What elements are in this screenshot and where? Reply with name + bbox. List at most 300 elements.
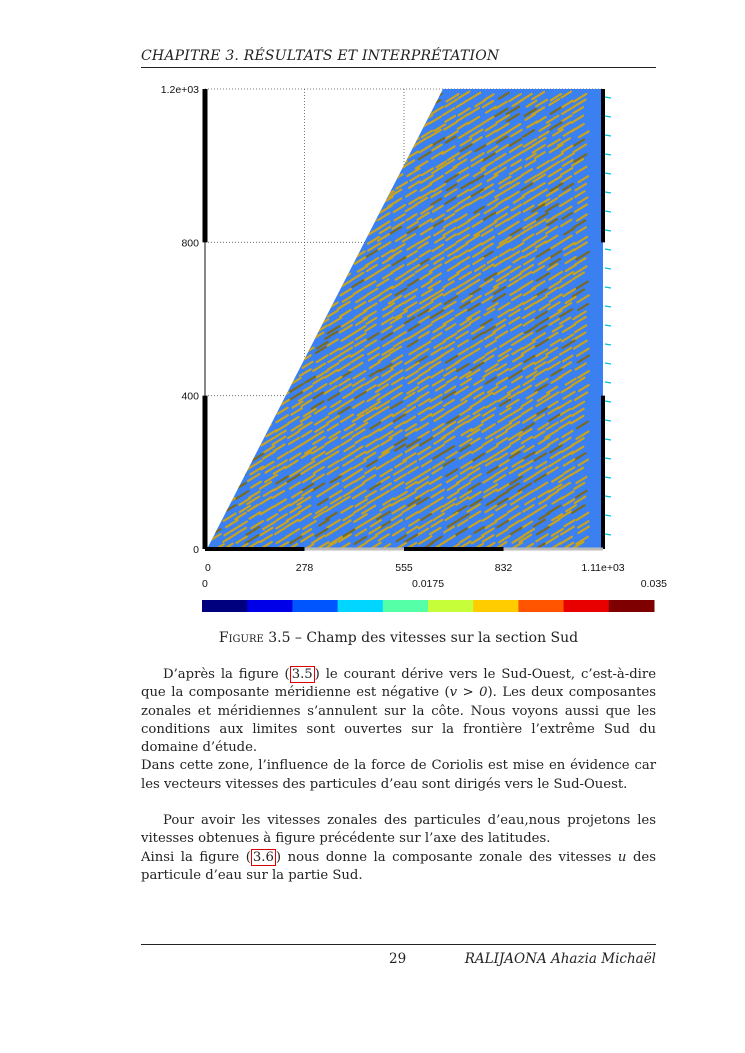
velocity-arrow [277,221,288,227]
velocity-arrow [223,408,232,414]
velocity-arrow [341,251,351,257]
velocity-arrow [227,167,238,174]
edge-arrow [605,496,611,497]
velocity-arrow [225,399,237,407]
velocity-arrow [275,372,287,380]
velocity-arrow [292,362,302,368]
velocity-arrow [225,339,236,346]
edge-arrow [605,534,611,535]
velocity-arrow [304,296,314,302]
velocity-arrow [344,235,355,242]
velocity-arrow [288,160,298,166]
velocity-arrow [225,356,236,363]
velocity-arrow [277,184,287,190]
velocity-arrow [211,319,221,325]
velocity-arrow [238,274,251,282]
velocity-arrow [220,333,233,341]
velocity-arrow [208,407,220,415]
velocity-arrow [251,289,261,295]
velocity-arrow [302,154,315,162]
velocity-arrow [262,167,272,173]
edge-arrow [605,192,611,193]
velocity-arrow [212,327,222,333]
velocity-arrow [263,129,273,135]
velocity-arrow [279,122,289,128]
velocity-arrow [214,453,224,459]
velocity-arrow [209,356,221,363]
velocity-arrow [260,288,271,295]
velocity-arrow [327,168,339,175]
edge-arrow [605,382,611,383]
velocity-arrow [305,139,315,145]
velocity-arrow [342,132,352,138]
colorbar-segment [473,600,519,612]
velocity-arrow [370,145,381,152]
velocity-arrow [379,168,390,175]
velocity-arrow [304,227,314,233]
edge-arrow [605,363,611,364]
velocity-arrow [262,191,272,197]
velocity-arrow [288,327,300,335]
figure-ref-3-5[interactable]: 3.5 [291,667,313,682]
velocity-arrow [330,191,341,198]
velocity-arrow [213,235,225,242]
velocity-arrow [201,369,212,376]
figure-ref-3-6[interactable]: 3.6 [252,849,274,865]
velocity-arrow [213,161,223,167]
page-number: 29 [389,951,407,967]
velocity-arrow [300,274,312,282]
p1-text-b: ) le courant dérive vers le Sud-Ouest, c’est-à-dire que la composante méridienne est négative ( [141,667,656,701]
ocean-domain [207,89,603,549]
velocity-arrow [355,206,367,213]
velocity-arrow [234,362,246,369]
velocity-arrow [210,295,220,301]
edge-arrow [605,515,611,516]
velocity-arrow [198,302,210,309]
velocity-arrow [315,296,326,303]
velocity-arrow [275,249,287,256]
velocity-arrow [239,204,249,210]
velocity-arrow [343,109,354,116]
velocity-arrow [371,152,381,158]
velocity-arrow [211,437,223,444]
velocity-arrow [207,145,219,152]
velocity-arrow [287,349,297,355]
velocity-arrow [330,259,340,265]
velocity-arrow [220,161,232,169]
velocity-arrow [286,295,298,302]
velocity-arrow [260,109,271,116]
velocity-arrow [235,161,245,167]
velocity-arrow [330,222,340,228]
velocity-arrow [390,152,402,159]
velocity-arrow [380,138,391,145]
velocity-arrow [251,339,261,345]
velocity-arrow [285,267,297,274]
velocity-arrow [329,137,339,143]
velocity-arrow [314,100,325,107]
p1-math: v > 0 [449,685,488,701]
velocity-arrow [221,221,233,228]
velocity-arrow [341,244,352,251]
velocity-arrow [382,153,393,160]
colorbar-segment [202,600,248,612]
velocity-arrow [225,93,235,99]
velocity-arrow [287,206,297,212]
velocity-arrow [234,356,245,363]
velocity-arrow [223,183,235,190]
colorbar-mid-label: 0.0175 [411,578,445,590]
velocity-arrow [287,139,300,147]
velocity-arrow [210,468,223,476]
velocity-arrow [238,228,248,234]
velocity-arrow [238,252,250,259]
velocity-arrow [344,168,354,174]
velocity-arrow [225,198,235,204]
velocity-arrow [224,264,234,270]
edge-arrow [605,135,611,136]
velocity-arrow [288,102,298,108]
velocity-arrow [314,259,325,266]
velocity-arrow [330,161,340,167]
velocity-arrow [314,160,324,166]
velocity-arrow [248,227,261,235]
colorbar-segment [518,600,564,612]
velocity-arrow [262,347,274,354]
velocity-arrow [207,342,219,350]
velocity-arrow [364,206,377,214]
velocity-arrow [263,122,273,128]
x-tick-label: 1.11e+03 [581,562,625,574]
velocity-arrow [288,318,299,325]
velocity-arrow [261,416,273,423]
paragraph-1 [141,666,656,757]
velocity-arrow [289,342,298,348]
velocity-arrow [237,168,249,176]
velocity-arrow [267,303,277,309]
velocity-arrow [365,197,375,203]
velocity-arrow [212,93,222,99]
velocity-arrow [302,242,314,249]
velocity-arrow [342,115,351,121]
velocity-arrow [302,310,314,318]
velocity-arrow [263,334,275,342]
velocity-arrow [224,468,236,475]
velocity-arrow [210,205,222,212]
x-tick-label: 832 [494,562,513,574]
velocity-arrow [313,280,324,287]
velocity-arrow [304,251,314,257]
velocity-arrow [288,132,299,138]
velocity-arrow [290,124,302,131]
velocity-arrow [370,131,380,137]
velocity-arrow [262,393,275,401]
velocity-arrow [215,498,225,504]
figure-label: Figure 3.5 [218,630,291,646]
velocity-arrow [289,167,299,173]
velocity-arrow [329,214,340,221]
velocity-arrow [384,174,393,180]
velocity-arrow [326,288,337,295]
velocity-arrow [251,100,260,106]
x-tick-label: 0 [205,562,211,574]
velocity-arrow [210,476,223,484]
velocity-arrow [215,422,225,428]
velocity-arrow [262,274,275,282]
velocity-arrow [254,423,264,429]
x-tick-label: 278 [295,562,314,574]
velocity-arrow [276,169,287,176]
velocity-arrow [212,117,222,123]
velocity-arrow [352,152,362,158]
p1-text-c: ). Les deux composantes zonales et méridiennes s’annulent sur la côte. Nous voyons aussi que les conditions aux limites sont ouvertes sur la frontière l’extrême Sud du domaine d’étude. [141,685,656,756]
velocity-arrow [418,100,430,108]
velocity-arrow [289,146,299,152]
velocity-arrow [234,333,246,341]
velocity-arrow [404,108,415,114]
velocity-arrow [248,167,259,174]
velocity-arrow [221,152,233,160]
velocity-arrow [316,206,326,212]
p4-math: u [617,849,627,865]
velocity-arrow [238,445,248,451]
velocity-arrow [275,296,286,303]
y-tick-label: 1.2e+03 [160,84,199,96]
velocity-arrow [224,229,235,236]
velocity-arrow [356,159,367,166]
velocity-arrow [237,432,248,439]
edge-arrow [605,401,611,402]
colorbar-segment [338,600,384,612]
velocity-arrow [304,199,315,206]
edge-arrow [605,211,611,212]
velocity-arrow [287,369,297,375]
velocity-arrow [397,146,407,152]
velocity-arrow [209,100,219,106]
edge-arrow [605,116,611,117]
velocity-arrow [273,354,286,362]
velocity-arrow [367,175,379,182]
velocity-arrow [354,175,364,181]
velocity-arrow [317,174,329,181]
velocity-arrow [234,280,246,287]
colorbar-segment [383,600,429,612]
velocity-arrow [405,122,415,128]
y-tick-label: 400 [181,390,199,403]
velocity-arrow [247,251,259,259]
velocity-arrow [317,129,329,136]
velocity-arrow [357,115,366,121]
edge-arrow [605,477,611,478]
velocity-arrow [351,243,362,250]
y-tick-label: 0 [193,544,199,556]
velocity-arrow [356,108,366,114]
velocity-arrow [252,372,263,379]
velocity-arrow [328,93,338,99]
velocity-arrow [326,184,338,191]
velocity-arrow [223,416,235,423]
velocity-arrow [252,137,261,143]
velocity-arrow [224,422,235,429]
velocity-arrow [338,213,351,221]
velocity-arrow [250,242,260,248]
edge-arrow [605,325,611,326]
velocity-arrow [226,287,238,294]
velocity-arrow [366,168,376,174]
velocity-arrow [198,296,209,303]
velocity-arrow [208,401,219,408]
velocity-arrow [235,341,247,348]
velocity-arrow [369,192,380,199]
velocity-arrow [305,182,316,188]
velocity-arrow [328,244,340,252]
velocity-arrow [226,108,236,114]
velocity-arrow [235,259,245,265]
velocity-arrow [331,229,341,235]
velocity-arrow [209,394,222,402]
velocity-arrow [236,377,249,385]
velocity-arrow [261,257,271,263]
velocity-arrow [323,199,336,207]
velocity-arrow [325,115,337,122]
velocity-arrow [213,122,223,128]
velocity-arrow [238,92,249,99]
velocity-arrow [318,116,328,122]
velocity-arrow [249,184,259,190]
velocity-arrow [212,364,222,370]
velocity-arrow [356,220,366,226]
velocity-arrow [252,415,264,422]
velocity-arrow [261,402,272,409]
velocity-arrow [272,325,284,332]
colorbar-segment [292,600,338,612]
velocity-arrow [275,257,286,264]
velocity-arrow [222,251,232,257]
velocity-arrow [406,94,417,101]
velocity-arrow [272,93,285,101]
velocity-arrow [213,429,223,435]
velocity-arrow [340,258,351,265]
velocity-arrow [239,145,251,152]
velocity-arrow [248,333,260,341]
velocity-arrow [285,289,298,297]
velocity-arrow [290,212,300,218]
figure-caption-text: – Champ des vitesses sur la section Sud [290,630,579,646]
velocity-arrow [367,138,377,144]
velocity-arrow [221,304,234,312]
velocity-arrow [250,279,263,287]
velocity-arrow [249,349,260,355]
velocity-arrow [239,198,250,205]
velocity-arrow [239,371,249,377]
velocity-arrow [275,280,285,286]
velocity-arrow [212,385,222,391]
velocity-arrow [327,235,338,242]
velocity-arrow [237,288,248,295]
velocity-arrow [237,303,249,310]
velocity-arrow [225,378,237,386]
velocity-arrow [396,92,407,99]
velocity-arrow [275,115,287,122]
velocity-arrow [288,93,300,100]
velocity-arrow [262,220,274,228]
velocity-arrow [223,319,235,327]
velocity-arrow [251,159,261,165]
velocity-arrow [342,154,353,161]
velocity-arrow [290,115,301,122]
y-tick-label: 800 [181,237,199,250]
velocity-arrow [224,444,236,451]
velocity-arrow [329,100,339,106]
velocity-arrow [339,227,351,234]
velocity-arrow [337,124,350,132]
velocity-arrow [251,92,262,99]
velocity-arrow [316,92,326,98]
velocity-arrow [378,132,390,139]
velocity-arrow [251,199,263,206]
velocity-arrow [213,302,223,308]
velocity-arrow [313,147,325,154]
velocity-arrow [340,191,350,197]
velocity-arrow [274,154,285,161]
velocity-arrow [212,107,223,113]
velocity-arrow [353,130,365,137]
colorbar-max-label: 0.035 [640,578,667,590]
velocity-arrow [208,177,220,184]
velocity-arrow [298,333,311,341]
velocity-arrow [221,459,233,467]
velocity-arrow [327,249,339,256]
colorbar-segment [247,600,293,612]
velocity-arrow [223,348,234,355]
velocity-arrow [249,204,261,211]
velocity-arrow [302,108,312,114]
velocity-arrow [249,131,261,138]
velocity-arrow [252,258,263,265]
velocity-arrow [211,192,223,199]
velocity-arrow [276,387,288,394]
velocity-arrow [314,152,327,160]
velocity-arrow [213,482,223,488]
velocity-arrow [287,154,298,161]
velocity-arrow [227,258,237,264]
velocity-arrow [211,154,222,161]
velocity-arrow [311,312,323,319]
velocity-arrow [263,317,273,323]
velocity-arrow [253,378,263,384]
colorbar-min-label: 0 [202,578,208,590]
velocity-arrow [280,144,289,150]
velocity-arrow [208,512,219,519]
velocity-arrow [214,212,225,219]
velocity-arrow [377,160,390,168]
velocity-arrow [354,168,365,175]
velocity-arrow [379,116,391,123]
velocity-arrow [318,108,329,114]
velocity-arrow [286,182,298,189]
velocity-arrow [292,243,302,249]
velocity-arrow [265,341,275,347]
velocity-arrow [220,214,233,222]
velocity-arrow [292,304,302,310]
velocity-arrow [227,387,238,394]
velocity-arrow [305,161,316,168]
velocity-arrow [326,274,336,280]
velocity-arrow [277,318,287,324]
velocity-arrow [262,206,274,213]
velocity-arrow [367,122,377,128]
